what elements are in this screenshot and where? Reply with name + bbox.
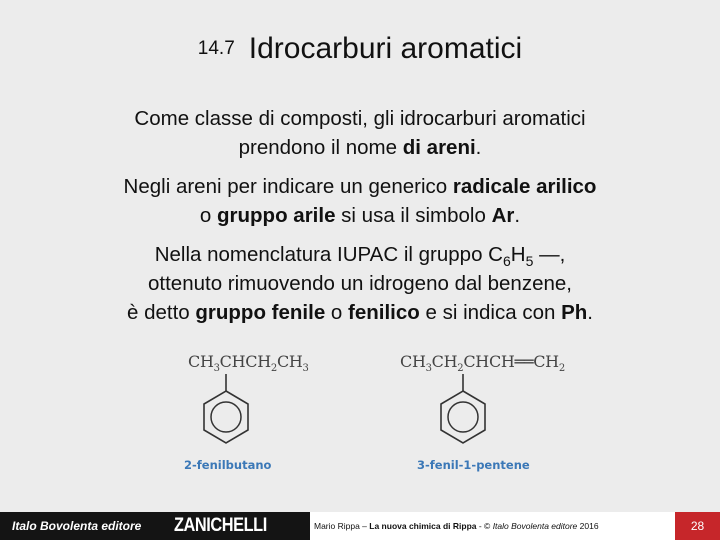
p2-bold-gruppo-arile: gruppo arile	[217, 204, 336, 227]
p2-text-simbolo: si usa il simbolo	[335, 204, 492, 227]
credits-book: La nuova chimica di Rippa	[369, 521, 477, 531]
footer-credits	[310, 512, 675, 540]
m1-f-s2: 2	[270, 363, 277, 374]
molecule-1-formula	[188, 352, 309, 374]
p3-h: H	[510, 243, 526, 266]
p2-text: Negli areni per indicare un generico	[123, 175, 453, 198]
page-number: 28	[690, 519, 705, 533]
credits-year: 2016	[577, 521, 599, 531]
p3-text-detto: è detto	[127, 301, 196, 324]
m2-f-s3: 2	[558, 363, 565, 374]
zanichelli-logo: ZANICHELLI	[174, 515, 267, 536]
p3-bold-ph: Ph	[561, 301, 588, 324]
molecule-1-label: 2-fenilbutano	[184, 458, 272, 472]
m1-f-c: CH	[276, 352, 303, 371]
m1-f-a: CH	[188, 352, 214, 371]
p3-line2: ottenuto rimuovendo un idrogeno dal benzene,	[148, 272, 572, 295]
p1-bold-areni: di areni	[402, 136, 476, 159]
credits-publisher: Italo Bovolenta editore	[492, 521, 578, 531]
p3-bold-gruppo-fenile: gruppo fenile	[195, 301, 326, 324]
m2-f-s2: 2	[457, 363, 464, 374]
p3-text-o: o	[325, 301, 349, 324]
p2-period: .	[514, 204, 521, 227]
p2-text-o: o	[199, 204, 218, 227]
credits-sep: - ©	[476, 521, 493, 531]
molecule-2-label: 3-fenil-1-pentene	[417, 458, 530, 472]
p1-line1: Come classe di composti, gli idrocarburi aromatici	[134, 107, 586, 130]
p3-sub-5: 5	[525, 253, 534, 269]
m2-f-b: CH	[431, 352, 458, 371]
credits-author: Mario Rippa –	[314, 521, 370, 531]
footer-left-bar	[0, 512, 310, 540]
p1-text: prendono il nome	[238, 136, 403, 159]
credits-text	[314, 521, 599, 531]
m2-f-d: CH	[533, 352, 559, 371]
p2-bold-radicale: radicale arilico	[452, 175, 597, 198]
p3-text: Nella nomenclatura IUPAC il gruppo C	[154, 243, 503, 266]
p3-text-indica: e si indica con	[419, 301, 562, 324]
paragraph-1	[0, 104, 720, 162]
publisher-logo-text: Italo Bovolenta editore	[12, 519, 142, 533]
p1-period: .	[475, 136, 482, 159]
footer	[0, 512, 720, 540]
m1-f-s3: 3	[302, 363, 309, 374]
p3-period: .	[587, 301, 593, 324]
benzene-ring-1-icon	[196, 374, 256, 454]
m2-f-a: CH	[400, 352, 426, 371]
title-text: Idrocarburi aromatici	[248, 32, 523, 65]
m2-f-s1: 3	[425, 363, 432, 374]
section-number: 14.7	[197, 38, 235, 59]
p3-dash: —,	[533, 243, 566, 266]
m2-double-bond: ══	[514, 352, 534, 371]
molecule-2-formula	[400, 352, 565, 374]
m2-f-c: CHCH	[463, 352, 515, 371]
benzene-ring-2-icon	[433, 374, 493, 454]
m1-f-b: CHCH	[219, 352, 271, 371]
m1-f-s1: 3	[213, 363, 220, 374]
p2-bold-ar: Ar	[491, 204, 515, 227]
slide-title	[0, 32, 720, 66]
p3-bold-fenilico: fenilico	[348, 301, 420, 324]
paragraph-3	[0, 240, 720, 327]
p3-sub-6: 6	[502, 253, 511, 269]
page-number-box	[675, 512, 720, 540]
paragraph-2	[0, 172, 720, 230]
